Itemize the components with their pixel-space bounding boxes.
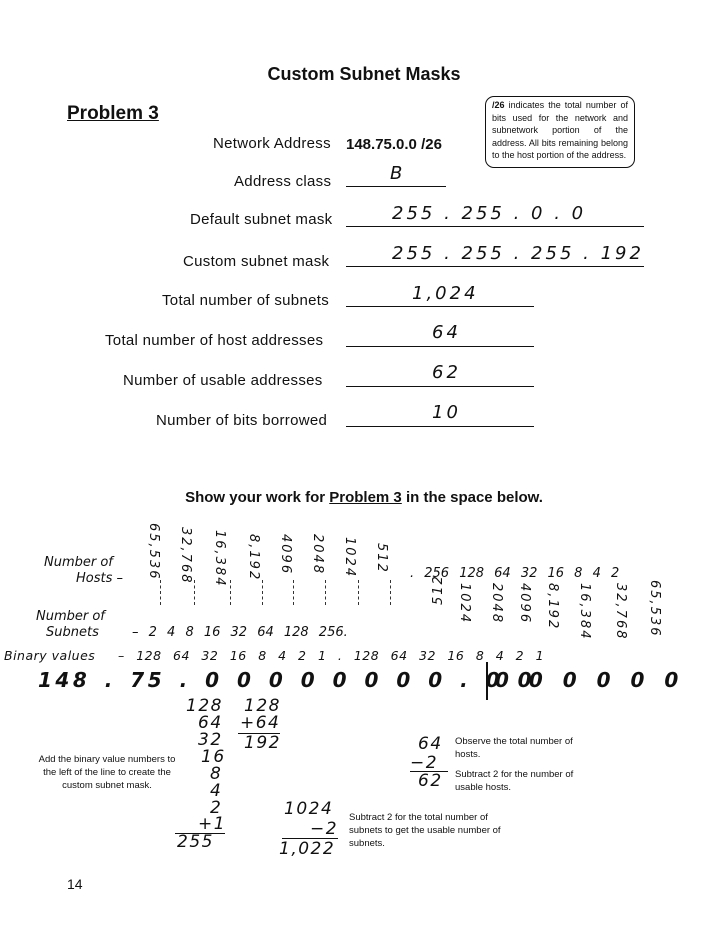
add-value: 128 [244, 696, 281, 716]
sum-value: 64 [198, 713, 223, 733]
guide-line [160, 580, 161, 605]
usable-addresses-line [346, 386, 534, 387]
note-text: indicates the total number of bits used for the network and subnetwork portion of the address. All bits remaining belong to the host portion of the address. [492, 100, 628, 160]
sum-value: +1 [198, 814, 227, 834]
subnets-row-values: – 2 4 8 16 32 64 128 256. [132, 625, 348, 640]
subtract-top: 64 [418, 734, 443, 754]
sum-result: 255 [177, 832, 214, 852]
top-value: 2048 [310, 534, 325, 576]
subtract2-top: 1024 [284, 799, 334, 819]
subtract-result: 62 [418, 771, 443, 791]
custom-mask-line [346, 266, 644, 267]
usable-addresses-answer: 62 [432, 362, 461, 383]
right-value: 8,192 [545, 583, 560, 631]
subnets-label-2: Subnets [46, 625, 99, 640]
right-value: 32,768 [613, 583, 628, 641]
page-number: 14 [67, 876, 83, 892]
show-work-heading [0, 489, 728, 506]
subtract2-minus: −2 [310, 819, 339, 839]
sum-value: 4 [210, 781, 223, 801]
custom-mask-label: Custom subnet mask [183, 253, 330, 270]
bits-borrowed-line [346, 426, 534, 427]
show-work-prefix: Show your work for [185, 489, 330, 506]
right-value: 1024 [457, 583, 472, 625]
address-class-line [346, 186, 446, 187]
bits-borrowed-answer: 10 [432, 402, 461, 423]
default-mask-label: Default subnet mask [190, 211, 333, 228]
usable-note: Subtract 2 for the number of usable hosts. [455, 769, 574, 793]
binary-values-row: – 128 64 32 16 8 4 2 1 . 128 64 32 16 8 4 2 1 [118, 648, 545, 663]
top-value: 32,768 [178, 527, 193, 585]
total-hosts-answer: 64 [432, 322, 461, 343]
default-mask-line [346, 226, 644, 227]
sum-value: 32 [198, 730, 223, 750]
binary-values-label: Binary values [4, 648, 96, 663]
right-value: 2048 [489, 583, 504, 625]
note-prefix: /26 [492, 100, 505, 110]
sum-value: 16 [201, 747, 226, 767]
guide-line [194, 580, 195, 605]
top-value: 65,536 [146, 523, 161, 581]
binary-note: Add the binary value numbers to the left of the line to create the custom subnet mask. [38, 754, 176, 791]
add-result: 192 [244, 733, 281, 753]
sum-value: 8 [210, 764, 223, 784]
guide-line [262, 580, 263, 605]
total-subnets-label: Total number of subnets [162, 292, 329, 309]
custom-mask-answer: 255 . 255 . 255 . 192 [392, 243, 644, 264]
add-value: +64 [240, 713, 281, 733]
address-class-answer: B [390, 163, 406, 184]
top-value: 16,384 [212, 530, 227, 588]
subnets-label-1: Number of [36, 609, 105, 624]
show-work-suffix: in the space below. [401, 489, 543, 506]
show-work-underlined: Problem 3 [329, 489, 402, 506]
right-value: 65,536 [647, 580, 662, 638]
hosts-row-values: . 256 128 64 32 16 8 4 2 [410, 566, 620, 581]
problem-heading: Problem 3 [67, 103, 159, 124]
total-hosts-line [346, 346, 534, 347]
total-hosts-label: Total number of host addresses [105, 332, 324, 349]
right-value: 16,384 [577, 583, 592, 641]
right-value: 512 [431, 574, 446, 605]
page-title: Custom Subnet Masks [267, 64, 461, 84]
hosts-label-2: Hosts – [76, 571, 124, 586]
total-subnets-line [346, 306, 534, 307]
subnets-note: Subtract 2 for the total number of subnets to get the usable number of subnets. [349, 812, 501, 849]
hosts-note: Observe the total number of hosts. [455, 736, 573, 760]
guide-line [293, 580, 294, 605]
hosts-label-1: Number of [44, 555, 113, 570]
address-bits-left: 148 . 75 . 0 0 0 0 0 0 0 0 . 0 0 [38, 668, 536, 692]
guide-line [390, 580, 391, 605]
guide-line [230, 580, 231, 605]
subtract-minus: −2 [410, 753, 439, 773]
guide-line [358, 580, 359, 605]
top-value: 8,192 [246, 534, 261, 582]
network-address-label: Network Address [213, 135, 331, 152]
sum-value: 2 [210, 798, 223, 818]
address-class-label: Address class [234, 173, 332, 190]
mask-divider-line [486, 662, 488, 700]
top-value: 4096 [278, 534, 293, 576]
network-address-value: 148.75.0.0 /26 [346, 136, 442, 153]
sum-value: 128 [186, 696, 223, 716]
address-bits-right: 0 0 0 0 0 0 [495, 668, 682, 692]
bits-borrowed-label: Number of bits borrowed [156, 412, 328, 429]
usable-addresses-label: Number of usable addresses [123, 372, 323, 389]
subtract2-result: 1,022 [279, 839, 336, 859]
guide-line [325, 580, 326, 605]
top-value: 1024 [342, 537, 357, 579]
right-value: 4096 [517, 583, 532, 625]
prefix-note-box [485, 96, 635, 168]
total-subnets-answer: 1,024 [412, 283, 479, 304]
top-value: 512 [374, 543, 389, 574]
default-mask-answer: 255 . 255 . 0 . 0 [392, 203, 587, 224]
